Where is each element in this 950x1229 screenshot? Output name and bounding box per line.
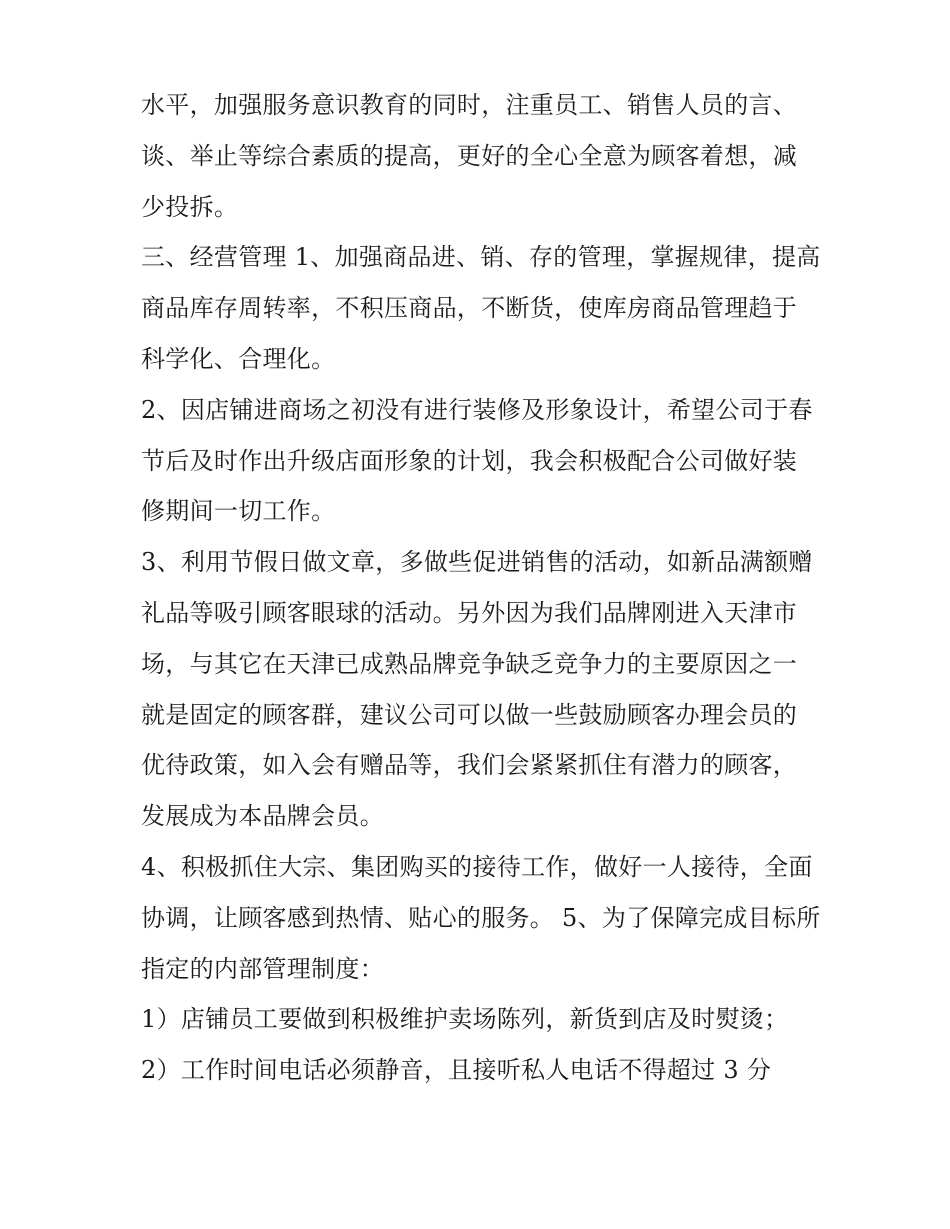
document-body	[141, 80, 821, 1096]
paragraph-group-purchase: 4、积极抓住大宗、集团购买的接待工作，做好一人接待，全面协调，让顾客感到热情、贴心的服务。 5、为了保障完成目标所指定的内部管理制度：	[141, 852, 821, 983]
paragraph-rule-phone: 2）工作时间电话必须静音，且接听私人电话不得超过 3 分	[141, 1056, 772, 1085]
paragraph-service-awareness: 水平，加强服务意识教育的同时，注重员工、销售人员的言、谈、举止等综合素质的提高，更好的全心全意为顾客着想，减少投拆。	[141, 91, 798, 221]
paragraph-rule-display: 1）店铺员工要做到积极维护卖场陈列，新货到店及时熨烫；	[141, 1005, 789, 1034]
paragraph-holiday-promotions: 3、利用节假日做文章，多做些促进销售的活动，如新品满额赠礼品等吸引顾客眼球的活动。另外因为我们品牌刚进入天津市场，与其它在天津已成熟品牌竞争缺乏竞争力的主要原因之一就是固定的顾客群，建议公司可以做一些鼓励顾客办理会员的优待政策，如入会有赠品等，我们会紧紧抓住有潜力的顾客，发展成为本品牌会员。	[141, 548, 813, 831]
paragraph-operations-management: 三、经营管理 1、加强商品进、销、存的管理，掌握规律，提高商品库存周转率，不积压商品，不断货，使库房商品管理趋于科学化、合理化。	[141, 243, 821, 373]
paragraph-store-renovation: 2、因店铺进商场之初没有进行装修及形象设计，希望公司于春节后及时作出升级店面形象的计划，我会积极配合公司做好装修期间一切工作。	[141, 395, 813, 526]
